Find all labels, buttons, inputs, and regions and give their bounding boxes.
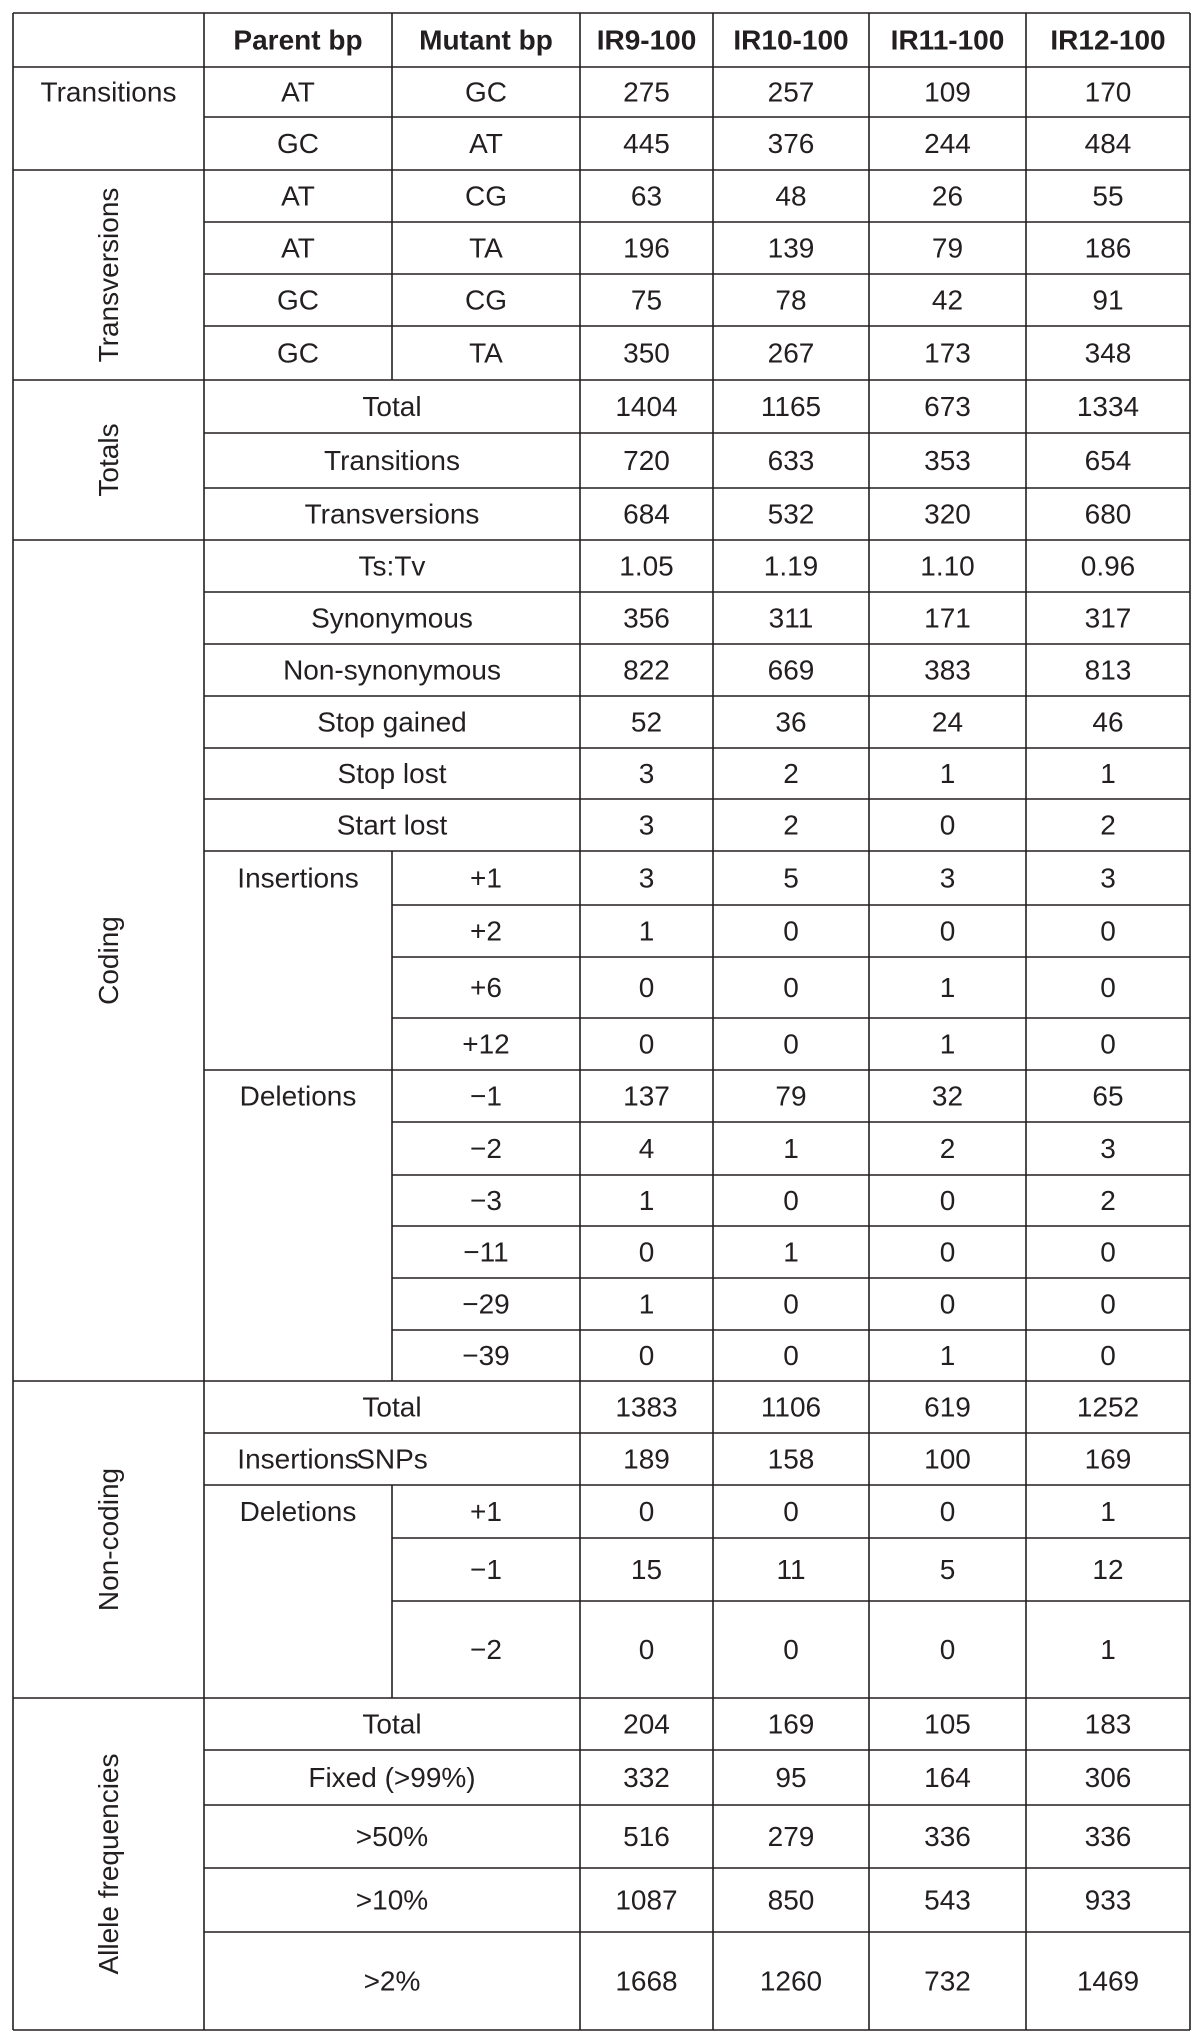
value-cell: 850: [767, 1884, 815, 1916]
mutant-bp-cell: +2: [470, 915, 502, 947]
value-cell: 0: [638, 1496, 655, 1527]
value-cell: 1383: [615, 1391, 678, 1423]
value-cell: 0: [939, 915, 956, 947]
group-label-noncoding: Non-coding: [93, 1467, 124, 1612]
value-cell: 383: [924, 654, 971, 686]
table-cells: [41, 25, 1166, 1997]
value-cell: 1260: [759, 1965, 823, 1997]
sublabel-noncoding-insertions: Insertions: [237, 1443, 359, 1475]
value-cell: 0: [783, 1028, 799, 1060]
mutant-bp-cell: TA: [469, 232, 503, 264]
value-cell: 317: [1084, 602, 1132, 634]
sublabel-coding-deletions: Deletions: [239, 1080, 357, 1112]
value-cell: 2: [783, 758, 799, 789]
value-cell: 4: [638, 1133, 655, 1164]
value-cell: 1: [939, 972, 956, 1003]
value-cell: 1: [638, 915, 655, 947]
parent-bp-cell: AT: [281, 232, 315, 264]
row-label: Non-synonymous: [283, 654, 501, 686]
value-cell: 48: [775, 180, 807, 212]
value-cell: 0: [783, 1634, 799, 1665]
mutant-bp-cell: CG: [465, 284, 507, 316]
value-cell: 669: [767, 654, 815, 686]
value-cell: 2: [1100, 809, 1116, 841]
value-cell: 3: [638, 758, 655, 789]
value-cell: 1087: [615, 1884, 678, 1916]
value-cell: 0: [939, 1634, 956, 1665]
value-cell: 79: [931, 232, 964, 264]
value-cell: 0: [783, 1496, 799, 1527]
value-cell: 183: [1084, 1708, 1132, 1740]
parent-bp-cell: GC: [277, 337, 319, 369]
value-cell: 0: [939, 1185, 956, 1216]
row-label: Start lost: [336, 809, 448, 841]
value-cell: 63: [630, 180, 663, 212]
header-ir12-100: IR12-100: [1050, 24, 1166, 56]
group-label-transitions: Transitions: [40, 76, 177, 108]
value-cell: 516: [623, 1821, 670, 1852]
value-cell: 356: [623, 602, 670, 634]
value-cell: 139: [767, 232, 815, 264]
value-cell: 164: [924, 1762, 971, 1793]
value-cell: 1252: [1076, 1391, 1140, 1423]
row-label: Transitions: [324, 445, 460, 476]
value-cell: 1: [939, 1028, 956, 1060]
mutant-bp-cell: −2: [470, 1634, 502, 1665]
group-label-transversions: Transversions: [93, 187, 124, 363]
value-cell: 0.96: [1080, 550, 1136, 582]
value-cell: 1: [939, 1340, 956, 1371]
value-cell: 0: [1100, 972, 1116, 1003]
mutant-bp-cell: −1: [470, 1080, 502, 1112]
value-cell: 3: [638, 862, 655, 894]
row-label: Ts:Tv: [358, 550, 426, 582]
mutant-bp-cell: −3: [470, 1185, 502, 1216]
value-cell: 0: [1100, 915, 1116, 947]
value-cell: 244: [924, 128, 971, 159]
group-label-coding: Coding: [93, 916, 124, 1005]
value-cell: 65: [1092, 1080, 1124, 1112]
value-cell: 0: [638, 1340, 655, 1371]
value-cell: 2: [1100, 1185, 1116, 1216]
value-cell: 169: [767, 1708, 815, 1740]
value-cell: 55: [1092, 180, 1124, 212]
value-cell: 267: [767, 337, 815, 369]
value-cell: 169: [1084, 1443, 1132, 1475]
value-cell: 0: [638, 1634, 655, 1665]
table-grid: [13, 13, 1190, 2030]
value-cell: 1165: [760, 391, 822, 422]
row-label: Total: [362, 391, 422, 422]
value-cell: 171: [924, 602, 971, 634]
value-cell: 543: [924, 1884, 971, 1916]
row-label: Synonymous: [311, 602, 473, 634]
row-label: Total: [362, 1708, 422, 1740]
mutant-bp-cell: TA: [469, 337, 503, 369]
value-cell: 1: [638, 1185, 655, 1216]
row-label: SNPs: [356, 1443, 428, 1475]
value-cell: 684: [623, 498, 670, 530]
value-cell: 0: [638, 1236, 655, 1268]
value-cell: 619: [924, 1391, 971, 1423]
value-cell: 279: [767, 1821, 815, 1852]
value-cell: 15: [630, 1554, 663, 1585]
value-cell: 306: [1084, 1762, 1132, 1793]
value-cell: 32: [931, 1080, 964, 1112]
value-cell: 1.10: [920, 550, 975, 582]
value-cell: 1: [939, 758, 956, 789]
parent-bp-cell: GC: [277, 128, 319, 159]
value-cell: 2: [783, 809, 799, 841]
value-cell: 26: [931, 180, 964, 212]
value-cell: 186: [1084, 232, 1132, 264]
value-cell: 204: [623, 1708, 670, 1740]
value-cell: 95: [775, 1762, 807, 1793]
mutant-bp-cell: +6: [470, 972, 502, 1003]
parent-bp-cell: AT: [281, 180, 315, 212]
value-cell: 189: [623, 1443, 670, 1475]
mutant-bp-cell: −1: [470, 1554, 502, 1585]
row-label: >50%: [355, 1821, 429, 1852]
mutant-bp-cell: +12: [462, 1028, 510, 1060]
value-cell: 1: [783, 1236, 799, 1268]
value-cell: 1: [1100, 1634, 1116, 1665]
value-cell: 484: [1084, 128, 1132, 159]
value-cell: 813: [1084, 654, 1132, 686]
value-cell: 1334: [1076, 391, 1140, 422]
value-cell: 0: [939, 1236, 956, 1268]
value-cell: 158: [767, 1443, 815, 1475]
value-cell: 100: [924, 1443, 971, 1475]
mutant-bp-cell: −29: [462, 1288, 510, 1320]
value-cell: 445: [623, 128, 670, 159]
value-cell: 680: [1084, 498, 1132, 530]
value-cell: 3: [939, 862, 956, 894]
value-cell: 0: [783, 1340, 799, 1371]
row-label: >2%: [363, 1965, 421, 1997]
value-cell: 0: [783, 972, 799, 1003]
value-cell: 0: [783, 1185, 799, 1216]
group-label-totals: Totals: [93, 423, 124, 497]
row-label: >10%: [355, 1884, 429, 1916]
row-label: Total: [362, 1391, 422, 1423]
value-cell: 78: [775, 284, 807, 316]
value-cell: 36: [775, 706, 807, 738]
value-cell: 11: [776, 1554, 806, 1585]
value-cell: 0: [1100, 1340, 1116, 1371]
value-cell: 173: [924, 337, 971, 369]
value-cell: 350: [623, 337, 670, 369]
header-ir9-100: IR9-100: [596, 24, 697, 56]
value-cell: 1668: [615, 1965, 678, 1997]
value-cell: 5: [783, 862, 799, 894]
mutant-bp-cell: +1: [470, 1496, 502, 1527]
row-label: Fixed (>99%): [308, 1762, 476, 1793]
value-cell: 3: [638, 809, 655, 841]
value-cell: 0: [939, 809, 956, 841]
value-cell: 1: [1100, 1496, 1116, 1527]
mutant-bp-cell: GC: [465, 76, 507, 108]
header-parent-bp: Parent bp: [233, 24, 363, 56]
value-cell: 75: [630, 284, 663, 316]
value-cell: 2: [939, 1133, 956, 1164]
value-cell: 137: [623, 1080, 670, 1112]
mutant-bp-cell: −2: [470, 1133, 502, 1164]
value-cell: 1.19: [763, 550, 819, 582]
mutant-bp-cell: AT: [469, 128, 503, 159]
value-cell: 673: [924, 391, 971, 422]
value-cell: 275: [623, 76, 670, 108]
value-cell: 3: [1100, 862, 1116, 894]
value-cell: 52: [630, 706, 663, 738]
value-cell: 0: [939, 1288, 956, 1320]
parent-bp-cell: GC: [277, 284, 319, 316]
row-label: Stop gained: [317, 706, 467, 738]
value-cell: 732: [924, 1965, 971, 1997]
value-cell: 196: [623, 232, 670, 264]
value-cell: 353: [924, 445, 971, 476]
mutant-bp-cell: −39: [462, 1340, 510, 1371]
value-cell: 12: [1092, 1554, 1124, 1585]
value-cell: 933: [1084, 1884, 1132, 1916]
value-cell: 311: [768, 602, 814, 634]
value-cell: 0: [1100, 1288, 1116, 1320]
value-cell: 0: [1100, 1236, 1116, 1268]
value-cell: 24: [931, 706, 964, 738]
value-cell: 0: [783, 915, 799, 947]
value-cell: 720: [623, 445, 670, 476]
parent-bp-cell: AT: [281, 76, 315, 108]
value-cell: 1469: [1076, 1965, 1140, 1997]
value-cell: 1: [638, 1288, 655, 1320]
value-cell: 320: [924, 498, 971, 530]
mutant-bp-cell: CG: [465, 180, 507, 212]
value-cell: 348: [1084, 337, 1132, 369]
value-cell: 654: [1084, 445, 1132, 476]
sublabel-noncoding-deletions: Deletions: [239, 1496, 357, 1527]
mutant-bp-cell: +1: [470, 862, 502, 894]
value-cell: 1106: [760, 1391, 822, 1423]
value-cell: 532: [767, 498, 815, 530]
value-cell: 3: [1100, 1133, 1116, 1164]
value-cell: 1: [783, 1133, 799, 1164]
value-cell: 1404: [615, 391, 678, 422]
value-cell: 170: [1084, 76, 1132, 108]
value-cell: 332: [623, 1762, 670, 1793]
value-cell: 0: [638, 1028, 655, 1060]
value-cell: 91: [1092, 284, 1124, 316]
value-cell: 633: [767, 445, 815, 476]
value-cell: 1.05: [619, 550, 674, 582]
header-ir10-100: IR10-100: [733, 24, 849, 56]
value-cell: 42: [931, 284, 964, 316]
value-cell: 0: [1100, 1028, 1116, 1060]
row-label: Stop lost: [337, 758, 447, 789]
value-cell: 79: [775, 1080, 807, 1112]
value-cell: 0: [638, 972, 655, 1003]
group-label-allele-frequencies: Allele frequencies: [93, 1753, 124, 1975]
value-cell: 105: [924, 1708, 971, 1740]
sublabel-coding-insertions: Insertions: [237, 862, 359, 894]
row-label: Transversions: [304, 498, 480, 530]
value-cell: 0: [783, 1288, 799, 1320]
value-cell: 336: [1084, 1821, 1132, 1852]
value-cell: 376: [767, 128, 815, 159]
value-cell: 109: [924, 76, 971, 108]
value-cell: 1: [1100, 758, 1116, 789]
value-cell: 5: [939, 1554, 956, 1585]
header-ir11-100: IR11-100: [890, 24, 1005, 56]
value-cell: 46: [1092, 706, 1124, 738]
header-mutant-bp: Mutant bp: [419, 24, 553, 56]
mutant-bp-cell: −11: [463, 1236, 509, 1268]
value-cell: 822: [623, 654, 670, 686]
value-cell: 336: [924, 1821, 971, 1852]
value-cell: 0: [939, 1496, 956, 1527]
value-cell: 257: [767, 76, 815, 108]
